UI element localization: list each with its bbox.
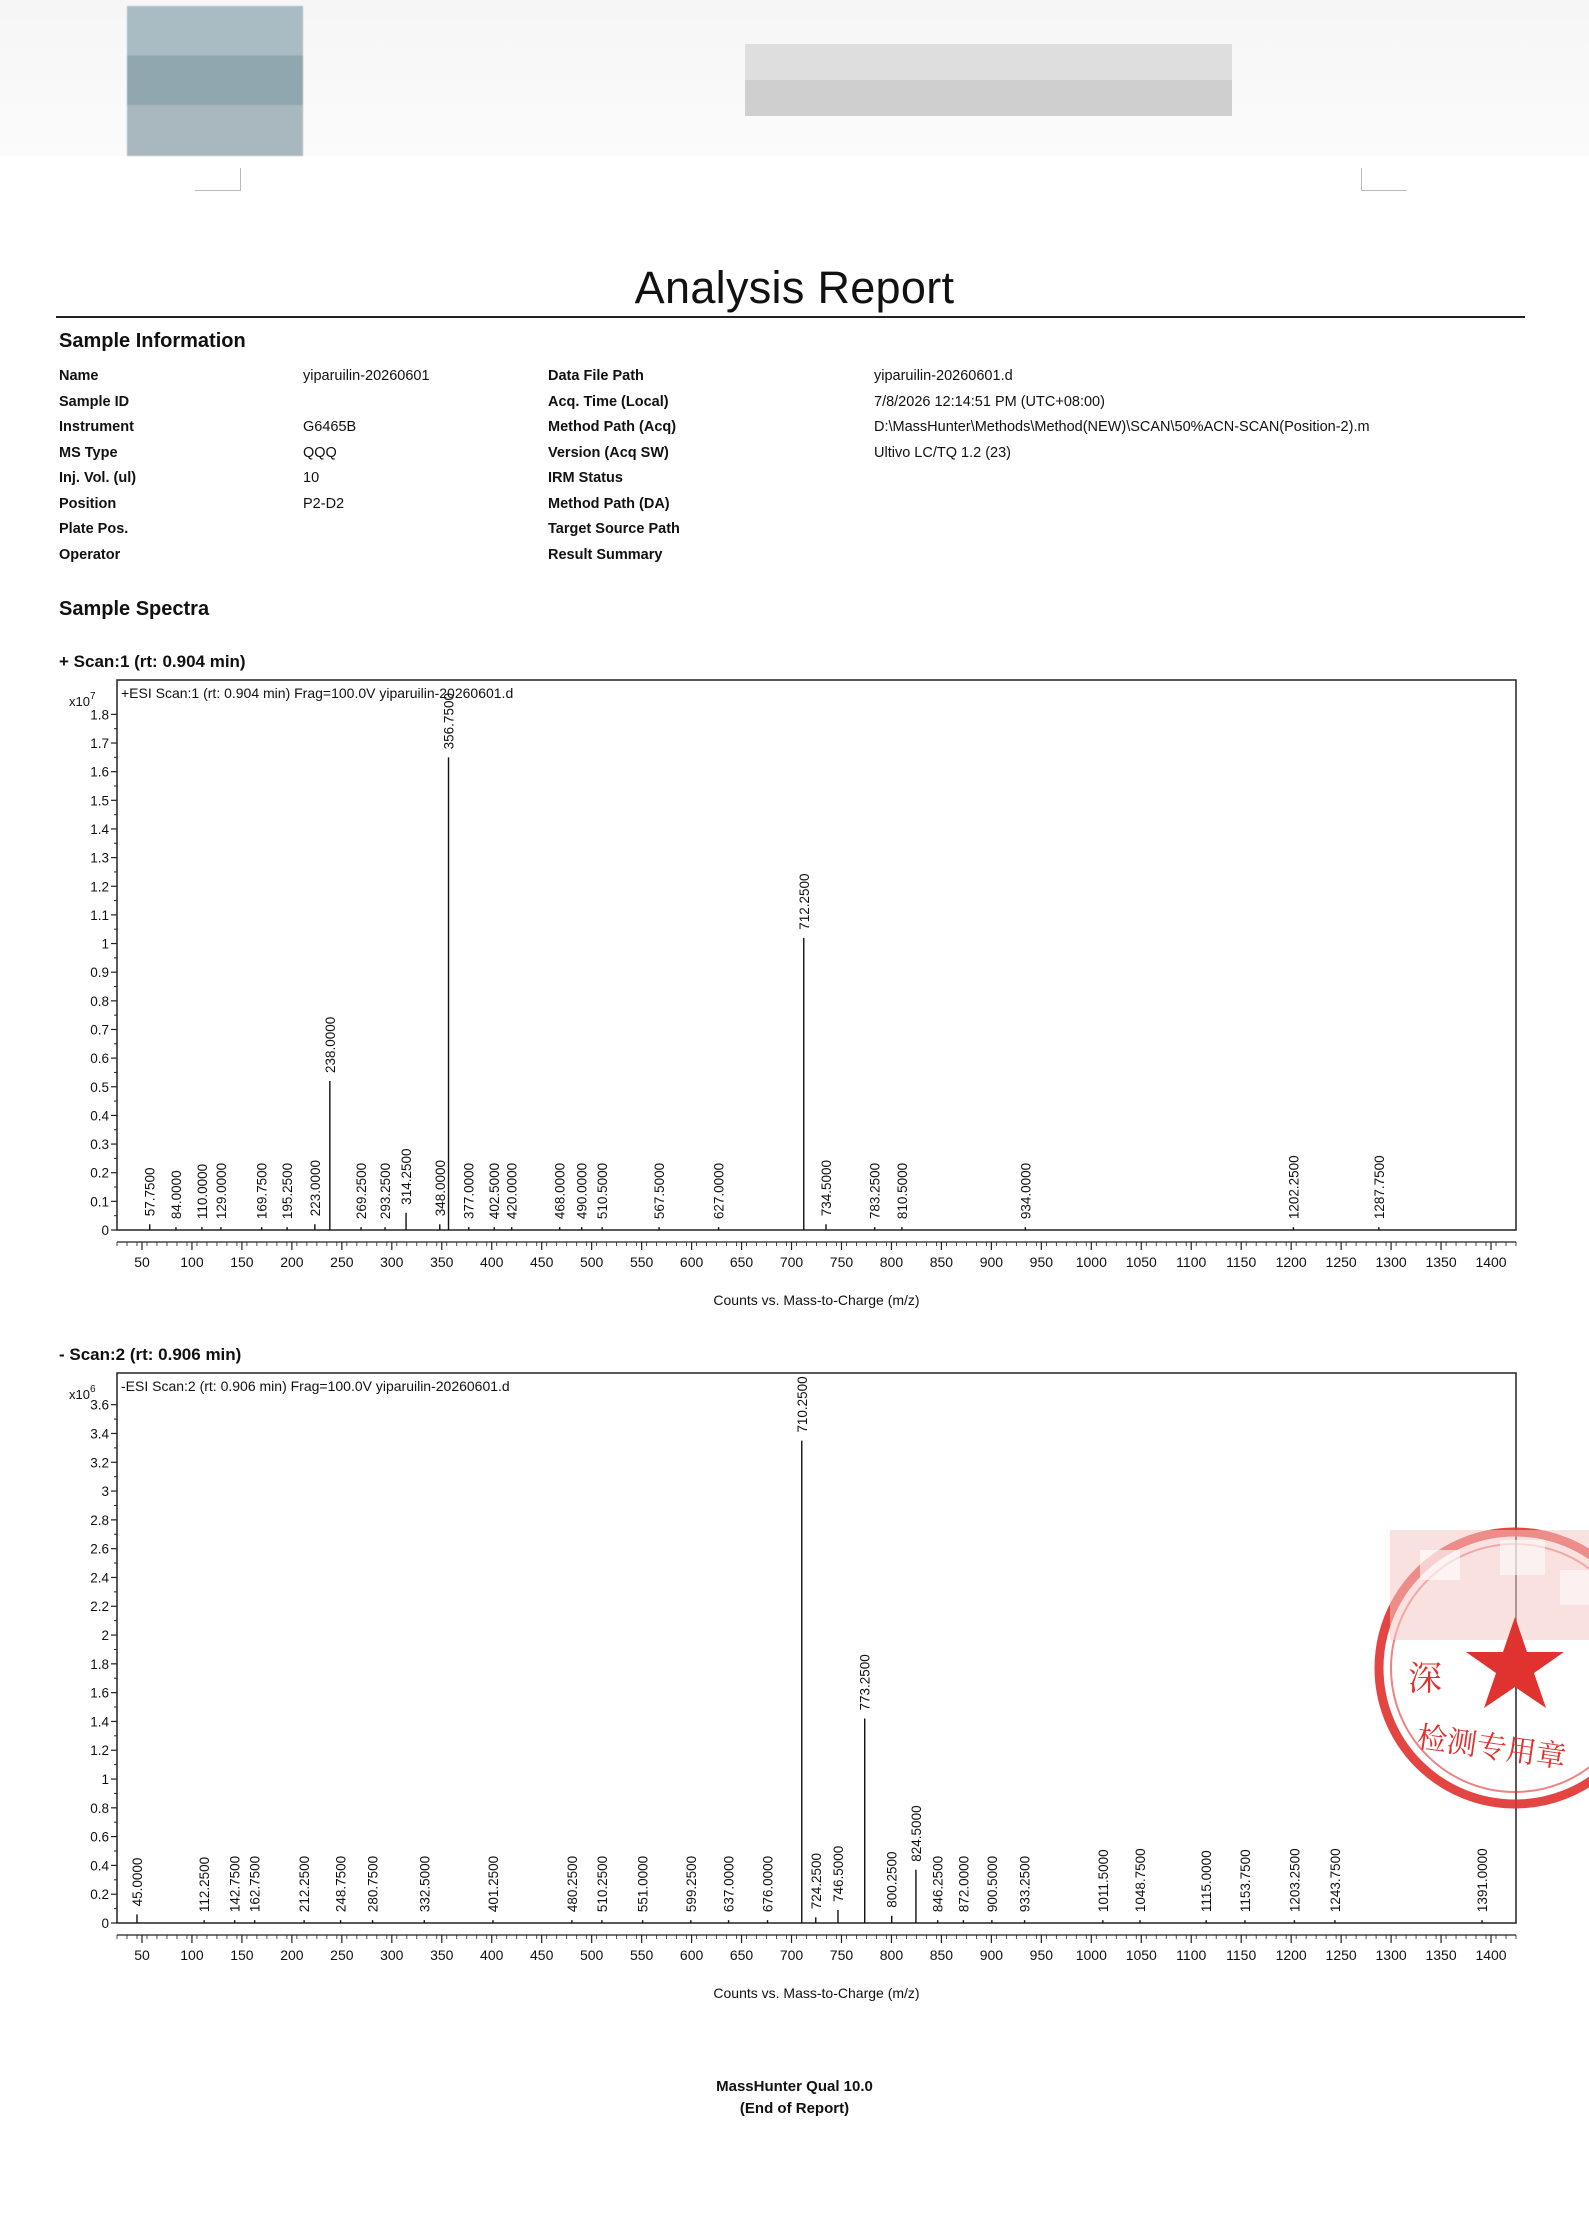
y-tick-label: 0.4 [90,1108,109,1124]
x-axis-label: Counts vs. Mass-to-Charge (m/z) [713,1985,920,2001]
x-tick-label: 950 [1029,1947,1054,1963]
peak-label: 783.2500 [867,1162,883,1220]
y-tick-label: 2.6 [90,1541,109,1557]
peak-label: 420.0000 [504,1162,520,1220]
y-tick-label: 0.6 [90,1051,109,1067]
y-tick-label: 0.6 [90,1829,109,1845]
peak-label: 510.2500 [594,1855,610,1913]
x-tick-label: 50 [134,1254,150,1270]
stamp-text-bottom: 检测专用章 [1414,1720,1569,1776]
x-tick-label: 950 [1029,1254,1054,1270]
x-axis-label: Counts vs. Mass-to-Charge (m/z) [713,1292,920,1308]
peak-label: 1048.7500 [1133,1848,1149,1913]
peak-label: 490.0000 [574,1162,590,1220]
y-tick-label: 1.6 [90,1685,109,1701]
plot-frame [117,680,1516,1230]
info-label: Version (Acq SW) [548,444,669,461]
peak-label: 734.5000 [818,1159,834,1217]
peak-label: 510.5000 [595,1162,611,1220]
peak-label: 348.0000 [432,1159,448,1217]
peak-label: 238.0000 [322,1016,338,1074]
y-multiplier-exponent: 7 [89,691,96,702]
x-tick-label: 1100 [1176,1947,1207,1963]
peak-label: 599.2500 [683,1855,699,1913]
y-tick-label: 3.4 [90,1426,109,1442]
y-tick-label: 3.6 [90,1397,109,1413]
peak-label: 846.2500 [930,1855,946,1913]
x-tick-label: 700 [779,1254,804,1270]
peak-label: 248.7500 [333,1855,349,1913]
info-value: yiparuilin-20260601 [303,368,430,384]
peak-label: 810.5000 [894,1162,910,1220]
info-label: Method Path (DA) [548,495,670,512]
y-tick-label: 1.8 [90,1656,109,1672]
peak-label: 195.2500 [280,1162,296,1220]
x-tick-label: 450 [530,1947,554,1963]
x-tick-label: 300 [380,1947,404,1963]
peak-label: 724.2500 [808,1852,824,1910]
peak-label: 712.2500 [796,873,812,930]
peak-label: 567.5000 [652,1162,668,1220]
blurred-company-banner [745,44,1232,116]
y-tick-label: 1 [101,1772,109,1788]
y-tick-label: 0 [101,1916,109,1931]
x-tick-label: 900 [979,1254,1004,1270]
plot-frame [117,1373,1516,1923]
x-tick-label: 650 [729,1947,754,1963]
y-tick-label: 1.1 [90,907,109,923]
y-tick-label: 3 [101,1484,109,1500]
info-label: Position [59,495,117,512]
peak-label: 824.5000 [908,1805,924,1862]
peak-label: 84.0000 [168,1170,184,1220]
x-tick-label: 1400 [1475,1254,1507,1270]
x-tick-label: 150 [230,1947,254,1963]
info-value: QQQ [303,444,337,461]
x-tick-label: 500 [579,1254,604,1270]
scan1-spectrum-svg [56,672,1526,1312]
y-tick-label: 1.8 [90,707,109,723]
y-tick-label: 1.3 [90,850,109,866]
footer-end: (End of Report) [739,2100,850,2117]
peak-label: 934.0000 [1018,1162,1034,1220]
spectrum-title: +ESI Scan:1 (rt: 0.904 min) Frag=100.0V yiparuilin-20260601.d [121,685,514,701]
x-tick-label: 700 [779,1947,804,1963]
x-tick-label: 1000 [1075,1254,1107,1270]
scan2-heading: - Scan:2 (rt: 0.906 min) [59,1345,242,1364]
x-tick-label: 550 [629,1254,654,1270]
info-label: Plate Pos. [59,521,129,537]
peak-label: 401.2500 [485,1855,501,1913]
y-multiplier-base: x10 [69,694,90,709]
peak-label: 1115.0000 [1199,1850,1215,1913]
blurred-logo [127,6,303,156]
peak-label: 1203.2500 [1287,1848,1303,1913]
y-tick-label: 0.9 [90,965,109,981]
x-tick-label: 250 [330,1947,354,1963]
y-tick-label: 1.5 [90,793,109,809]
x-tick-label: 200 [280,1254,304,1270]
sample-spectra-heading: Sample Spectra [59,598,210,620]
spectrum-title: -ESI Scan:2 (rt: 0.906 min) Frag=100.0V yiparuilin-20260601.d [121,1378,510,1394]
crop-mark-left [195,168,241,191]
info-value: P2-D2 [303,495,345,512]
peak-label: 872.0000 [956,1855,972,1913]
info-label: Sample ID [59,393,130,410]
peak-label: 129.0000 [213,1162,229,1220]
info-value: Ultivo LC/TQ 1.2 (23) [874,444,1011,461]
x-tick-label: 1250 [1325,1947,1357,1963]
inspection-seal-stamp [1360,1520,1589,1810]
y-tick-label: 0.4 [90,1858,109,1874]
info-value: 10 [303,470,320,486]
info-label: Method Path (Acq) [548,419,677,435]
x-tick-label: 600 [679,1947,704,1963]
y-tick-label: 1 [101,936,109,952]
peak-label: 212.2500 [297,1855,313,1913]
y-tick-label: 1.4 [90,1714,109,1730]
y-tick-label: 0.8 [90,993,109,1009]
title-divider [56,316,1525,318]
peak-label: 637.0000 [721,1855,737,1913]
y-tick-label: 2.2 [90,1599,109,1615]
peak-label: 1391.0000 [1475,1848,1491,1913]
x-tick-label: 450 [530,1254,554,1270]
peak-label: 269.2500 [354,1162,370,1220]
info-label: Target Source Path [548,521,680,537]
peak-label: 57.7500 [142,1167,158,1217]
x-tick-label: 550 [629,1947,654,1963]
info-label: Instrument [59,419,134,435]
x-tick-label: 400 [480,1254,504,1270]
peak-label: 332.5000 [417,1855,433,1913]
peak-label: 110.0000 [194,1163,210,1220]
peak-label: 1011.5000 [1095,1849,1111,1913]
peak-label: 676.0000 [760,1855,776,1913]
peak-label: 746.5000 [830,1845,846,1903]
y-tick-label: 2.8 [90,1512,109,1528]
y-multiplier-exponent: 6 [89,1384,96,1395]
info-value: yiparuilin-20260601.d [874,368,1013,384]
y-tick-label: 2 [101,1628,109,1644]
scan1-heading: + Scan:1 (rt: 0.904 min) [59,652,246,671]
peak-label: 933.2500 [1017,1855,1033,1913]
info-value: G6465B [303,419,357,435]
x-tick-label: 1350 [1425,1254,1457,1270]
x-tick-label: 200 [280,1947,304,1963]
info-label: Data File Path [548,368,644,384]
peak-label: 1153.7500 [1237,1849,1253,1913]
peak-label: 773.2500 [857,1654,873,1711]
info-label: IRM Status [548,470,623,486]
x-tick-label: 1300 [1375,1947,1407,1963]
peak-label: 45.0000 [129,1857,145,1907]
sample-information-heading: Sample Information [59,330,246,352]
x-tick-label: 100 [180,1254,204,1270]
y-tick-label: 0 [101,1223,109,1238]
y-tick-label: 0.5 [90,1079,109,1095]
x-tick-label: 1150 [1226,1254,1257,1270]
x-tick-label: 350 [430,1947,454,1963]
y-tick-label: 1.2 [90,879,109,895]
x-tick-label: 350 [430,1254,454,1270]
x-tick-label: 100 [180,1947,204,1963]
peak-label: 480.2500 [564,1855,580,1913]
info-label: Result Summary [548,546,663,563]
peak-label: 1287.7500 [1371,1155,1387,1220]
peak-label: 551.0000 [635,1855,651,1913]
x-tick-label: 1400 [1475,1947,1507,1963]
report-title: Analysis Report [634,262,955,313]
x-tick-label: 900 [979,1947,1004,1963]
peak-label: 468.0000 [552,1162,568,1220]
x-tick-label: 1350 [1425,1947,1457,1963]
x-tick-label: 1050 [1125,1947,1157,1963]
x-tick-label: 400 [480,1947,504,1963]
stamp-text-top: 深 [1408,1659,1442,1699]
x-tick-label: 1150 [1226,1947,1257,1963]
scan2-spectrum-svg [56,1365,1526,2005]
peak-label: 280.7500 [365,1855,381,1913]
peak-label: 162.7500 [247,1855,263,1913]
info-label: Name [59,368,99,384]
y-tick-label: 0.3 [90,1137,109,1153]
info-label: Operator [59,546,121,563]
x-tick-label: 1250 [1325,1254,1357,1270]
y-tick-label: 2.4 [90,1570,109,1586]
scan1-spectrum-chart [56,672,1526,1312]
y-tick-label: 1.4 [90,821,109,837]
footer-software: MassHunter Qual 10.0 [716,2078,873,2095]
scan2-spectrum-chart [56,1365,1526,2005]
peak-label: 800.2500 [884,1851,900,1908]
y-tick-label: 0.2 [90,1165,109,1181]
y-tick-label: 0.8 [90,1800,109,1816]
y-tick-label: 3.2 [90,1455,109,1471]
peak-label: 169.7500 [254,1162,270,1220]
peak-label: 377.0000 [461,1162,477,1220]
peak-label: 900.5000 [984,1855,1000,1913]
x-tick-label: 1200 [1275,1254,1307,1270]
x-tick-label: 500 [579,1947,604,1963]
peak-label: 1202.2500 [1286,1155,1302,1220]
info-value: 7/8/2026 12:14:51 PM (UTC+08:00) [874,393,1105,410]
x-tick-label: 750 [829,1254,854,1270]
peak-label: 402.5000 [487,1162,503,1220]
x-tick-label: 800 [879,1947,904,1963]
info-label: Acq. Time (Local) [548,393,669,410]
y-tick-label: 0.2 [90,1887,109,1903]
y-multiplier-label [69,691,96,709]
peak-label: 627.0000 [711,1162,727,1220]
y-tick-label: 1.6 [90,764,109,780]
x-tick-label: 1100 [1176,1254,1207,1270]
x-tick-label: 50 [134,1947,150,1963]
y-tick-label: 1.7 [90,736,109,752]
x-tick-label: 750 [829,1947,854,1963]
y-multiplier-base: x10 [69,1387,90,1402]
crop-mark-right [1361,168,1407,191]
y-tick-label: 1.2 [90,1743,109,1759]
peak-label: 710.2500 [794,1376,810,1433]
x-tick-label: 1300 [1375,1254,1407,1270]
peak-label: 112.2500 [197,1856,213,1913]
info-label: MS Type [59,444,118,461]
x-tick-label: 250 [330,1254,354,1270]
peak-label: 142.7500 [227,1855,243,1913]
x-tick-label: 150 [230,1254,254,1270]
peak-label: 293.2500 [378,1162,394,1220]
x-tick-label: 300 [380,1254,404,1270]
x-tick-label: 650 [729,1254,754,1270]
peak-label: 1243.7500 [1327,1848,1343,1913]
peak-label: 356.7500 [441,693,457,750]
x-tick-label: 800 [879,1254,904,1270]
y-tick-label: 0.1 [90,1194,109,1210]
x-tick-label: 1200 [1275,1947,1307,1963]
info-value: D:\MassHunter\Methods\Method(NEW)\SCAN\50%ACN-SCAN(Position-2).m [874,419,1370,435]
peak-label: 314.2500 [399,1148,415,1205]
peak-label: 223.0000 [307,1159,323,1217]
x-tick-label: 850 [929,1947,954,1963]
y-tick-label: 0.7 [90,1022,109,1038]
x-tick-label: 850 [929,1254,954,1270]
x-tick-label: 1050 [1125,1254,1157,1270]
x-tick-label: 600 [679,1254,704,1270]
info-label: Inj. Vol. (ul) [59,470,137,486]
x-tick-label: 1000 [1075,1947,1107,1963]
